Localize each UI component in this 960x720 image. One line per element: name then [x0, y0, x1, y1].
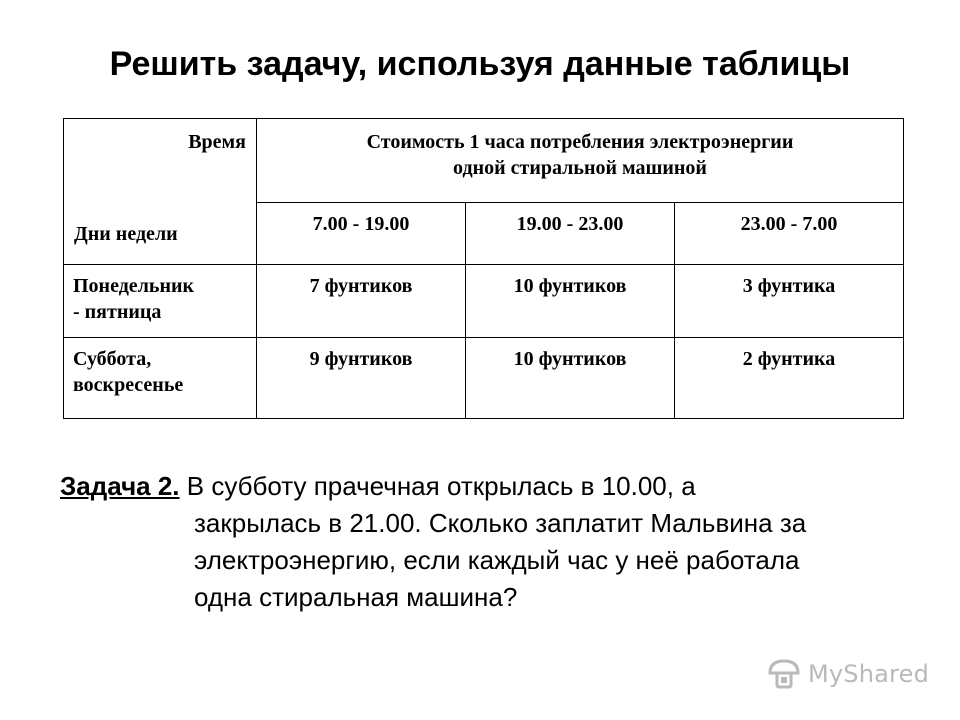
table-row	[64, 338, 904, 419]
price-cell: 10 фунтиков	[466, 338, 675, 419]
table-row	[64, 265, 904, 338]
cost-header-line1: Стоимость 1 часа потребления электроэнергии	[366, 131, 794, 153]
task-line1: В субботу прачечная открылась в 10.00, а	[179, 471, 696, 501]
task-line3: электроэнергию, если каждый час у неё работала	[194, 545, 800, 575]
period-header: 19.00 - 23.00	[466, 203, 675, 265]
price-cell: 3 фунтика	[675, 265, 904, 338]
day-cell	[64, 265, 257, 338]
day-cell	[64, 338, 257, 419]
task-label: Задача 2.	[60, 471, 180, 501]
price-cell: 2 фунтика	[675, 338, 904, 419]
corner-time-label: Время	[188, 131, 246, 153]
price-cell: 10 фунтиков	[466, 265, 675, 338]
mushroom-logo-icon	[766, 656, 802, 692]
watermark-text: MyShared	[808, 660, 930, 688]
task-text	[60, 468, 900, 616]
price-cell: 7 фунтиков	[257, 265, 466, 338]
day-label-line2: воскресенье	[73, 374, 184, 396]
cost-header-cell	[257, 119, 904, 203]
day-label-line1: Понедельник	[73, 275, 195, 297]
corner-days-label: Дни недели	[74, 223, 178, 245]
cost-header-line2: одной стиральной машиной	[453, 157, 707, 179]
task-line4: одна стиральная машина?	[194, 582, 518, 612]
period-header: 7.00 - 19.00	[257, 203, 466, 265]
price-cell: 9 фунтиков	[257, 338, 466, 419]
slide-title: Решить задачу, используя данные таблицы	[109, 45, 851, 83]
watermark	[766, 654, 929, 694]
period-header: 23.00 - 7.00	[675, 203, 904, 265]
task-line2: закрылась в 21.00. Сколько заплатит Мальвина за	[194, 508, 807, 538]
day-label-line1: Суббота,	[73, 348, 152, 370]
table-corner-cell	[64, 119, 257, 265]
electricity-cost-table	[63, 118, 904, 419]
day-label-line2: - пятница	[73, 301, 162, 323]
